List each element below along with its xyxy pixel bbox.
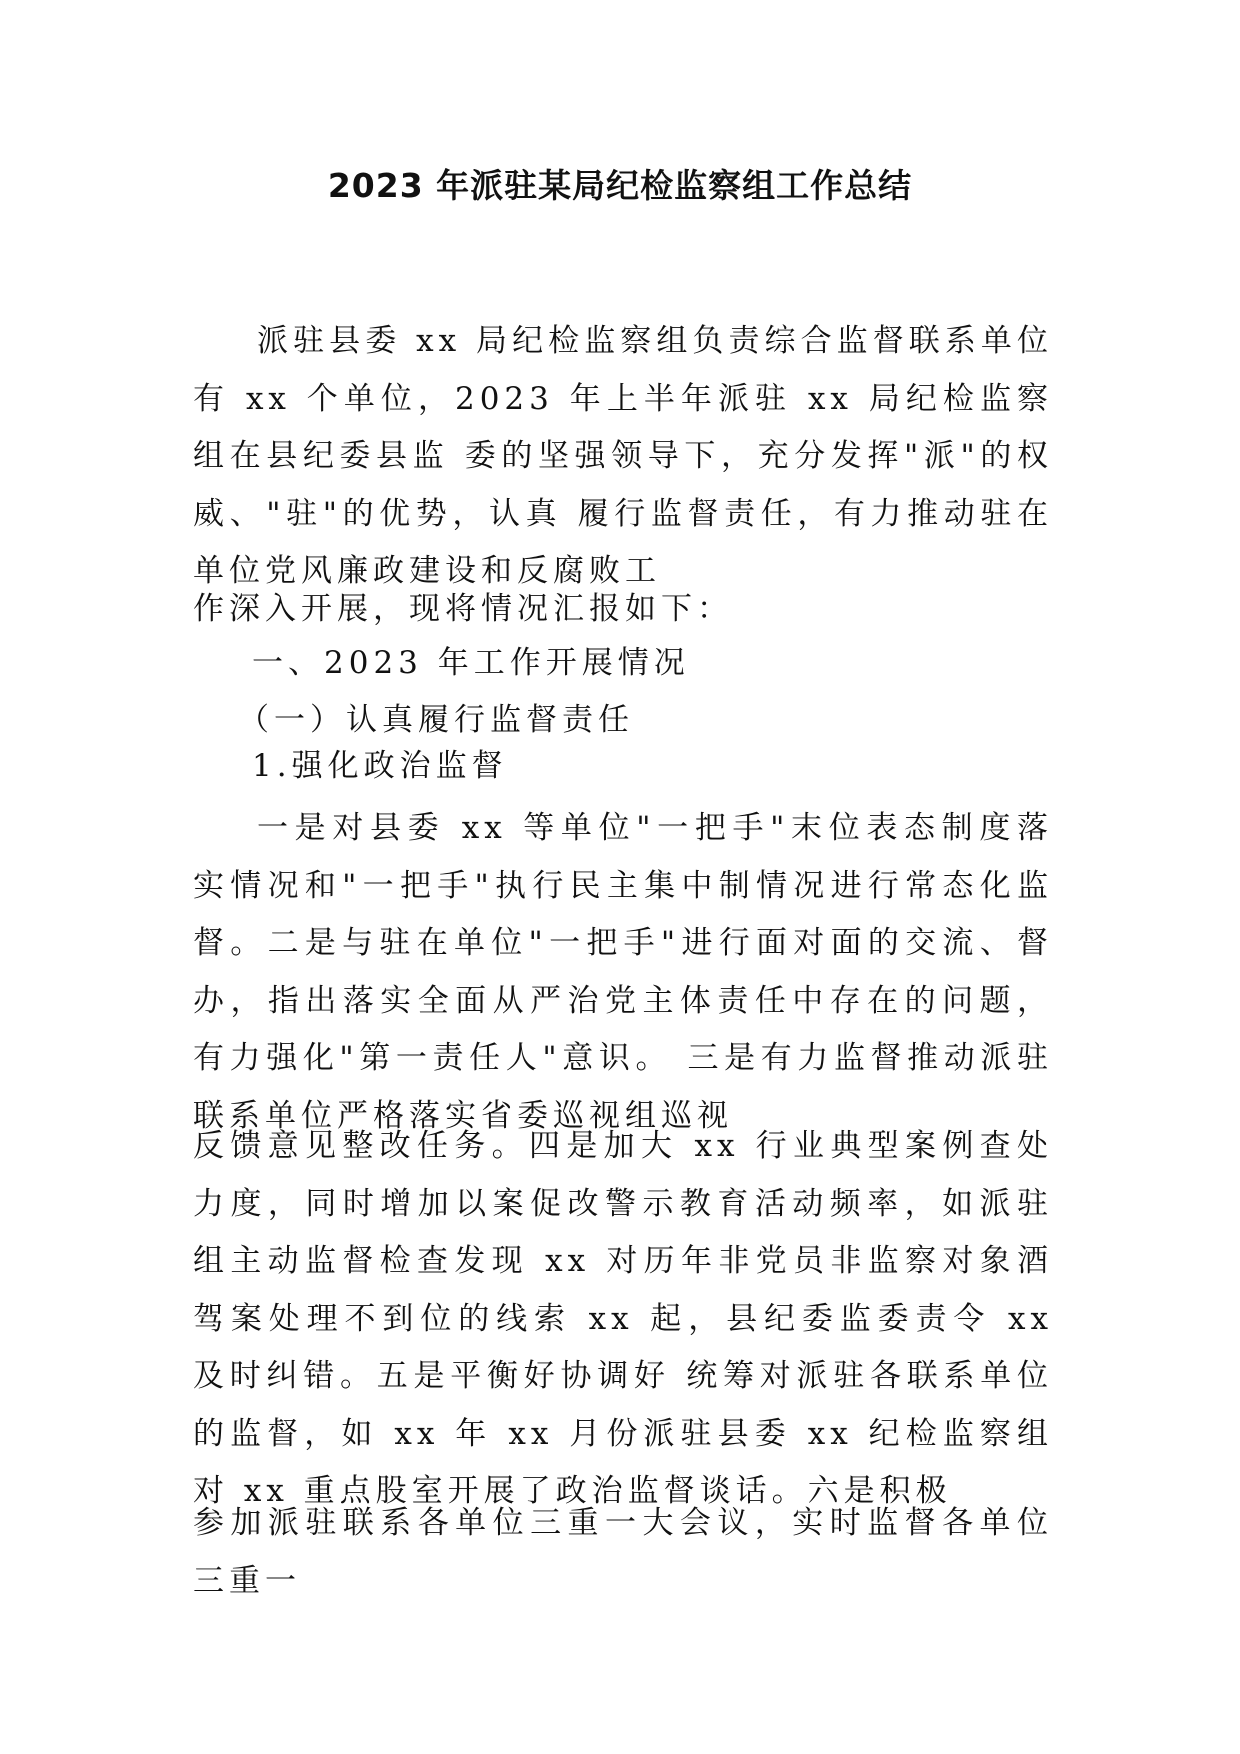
subsection-heading-1: （一）认真履行监督责任 — [238, 702, 634, 738]
paragraph-intro: 派驻县委 xx 局纪检监察组负责综合监督联系单位有 xx 个单位，2023 年上半年派驻 xx 局纪检监察组在县纪委县监 委的坚强领导下，充分发挥"派"的权威、"驻"的优势，认真 履行监督责任，有力推动驻在单位党风廉政建设和反腐败工 — [193, 323, 1053, 589]
section-heading-1: 一、2023 年工作开展情况 — [252, 645, 690, 681]
paragraph-political-supervision: 一是对县委 xx 等单位"一把手"末位表态制度落实情况和"一把手"执行民主集中制情况进行常态化监督。二是与驻在单位"一把手"进行面对面的交流、督办，指出落实全面从严治党主体责任中存在的问题，有力强化"第一责任人"意识。 三是有力监督推动派驻联系单位严格落实省委巡视组巡视 — [193, 810, 1053, 1134]
paragraph-meetings: 参加派驻联系各单位三重一大会议，实时监督各单位三重一 — [193, 1505, 1053, 1599]
item-heading-1: 1.强化政治监督 — [252, 748, 508, 784]
paragraph-feedback-rectification: 反馈意见整改任务。四是加大 xx 行业典型案例查处力度，同时增加以案促改警示教育活动频率，如派驻组主动监督检查发现 xx 对历年非党员非监察对象酒驾案处理不到位的线索 xx 起，县纪委监委责令 xx 及时纠错。五是平衡好协调好 统筹对派驻各联系单位的监督，如 xx 年 xx 月份派驻县委 xx 纪检监察组对 xx 重点股室开展了政治监督谈话。六是积极 — [193, 1128, 1053, 1509]
paragraph-intro-continued: 作深入开展，现将情况汇报如下： — [193, 591, 733, 627]
document-title: 2023 年派驻某局纪检监察组工作总结 — [327, 166, 913, 205]
